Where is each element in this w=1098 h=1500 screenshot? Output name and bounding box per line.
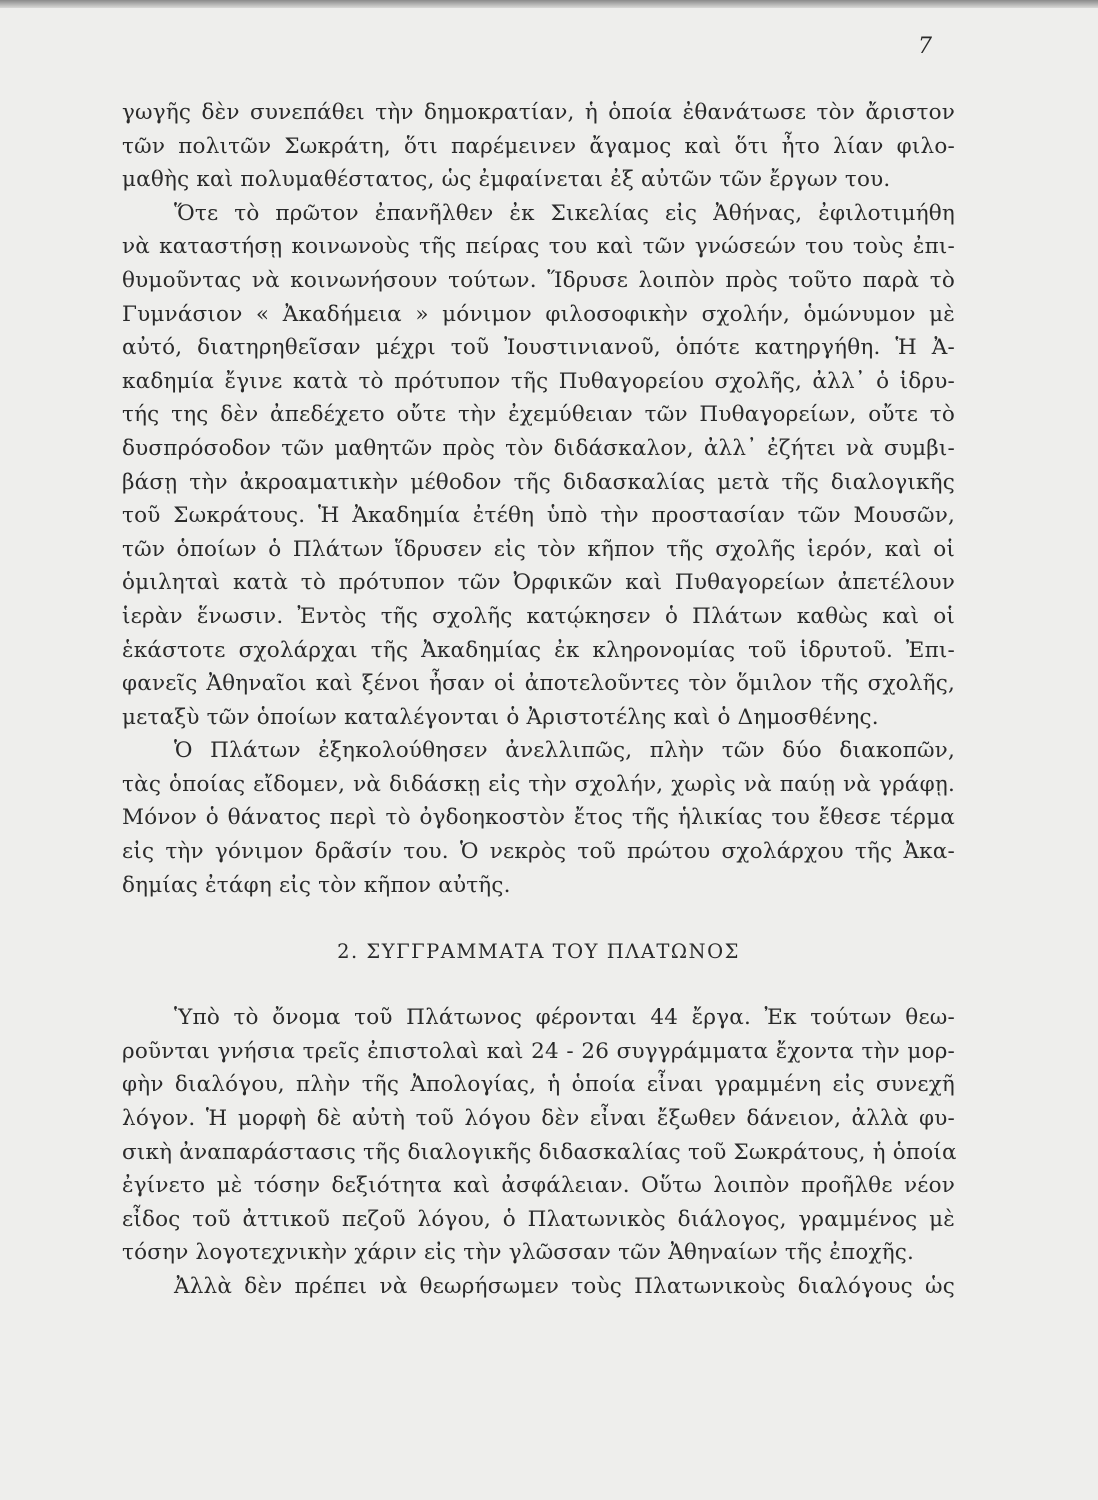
text-line: Ὅτε τὸ πρῶτον ἐπανῆλθεν ἐκ Σικελίας εἰς Ἀθήνας, ἐφιλοτιμήθη [174, 200, 955, 226]
text-line: Ὁ Πλάτων ἐξηκολούθησεν ἀνελλιπῶς, πλὴν τῶν δύο διακοπῶν, [174, 738, 955, 764]
text-line: ἑκάστοτε σχολάρχαι τῆς Ἀκαδημίας ἐκ κληρονομίας τοῦ ἱδρυτοῦ. Ἐπι- [122, 637, 955, 663]
text-line: τῶν ὁποίων ὁ Πλάτων ἵδρυσεν εἰς τὸν κῆπον τῆς σχολῆς ἱερόν, καὶ οἱ [122, 536, 955, 562]
text-line: σικὴ ἀναπαράστασις τῆς διαλογικῆς διδασκαλίας τοῦ Σωκράτους, ἡ ὁποία [122, 1139, 957, 1165]
text-line: αὐτό, διατηρηθεῖσαν μέχρι τοῦ Ἰουστινιανοῦ, ὁπότε κατηργήθη. Ἡ Ἀ- [122, 335, 955, 361]
text-line: ἐγίνετο μὲ τόσην δεξιότητα καὶ ἀσφάλειαν. Οὕτω λοιπὸν προῆλθε νέον [122, 1173, 955, 1199]
page-body [122, 96, 955, 1304]
text-line: Ὑπὸ τὸ ὄνομα τοῦ Πλάτωνος φέρονται 44 ἔργα. Ἐκ τούτων θεω- [174, 1005, 955, 1031]
text-line: δημίας ἐτάφη εἰς τὸν κῆπον αὐτῆς. [122, 872, 511, 898]
text-line: τῶν πολιτῶν Σωκράτη, ὅτι παρέμεινεν ἄγαμος καὶ ὅτι ἦτο λίαν φιλο- [122, 133, 955, 159]
paragraph-akademia [122, 96, 955, 902]
text-line: ροῦνται γνήσια τρεῖς ἐπιστολαὶ καὶ 24 - 26 συγγράμματα ἔχοντα τὴν μορ- [122, 1038, 955, 1064]
text-line: τής της δὲν ἀπεδέχετο οὔτε τὴν ἐχεμύθειαν τῶν Πυθαγορείων, οὔτε τὸ [122, 402, 955, 428]
text-line: μεταξὺ τῶν ὁποίων καταλέγονται ὁ Ἀριστοτέλης καὶ ὁ Δημοσθένης. [122, 704, 879, 730]
text-line: τοῦ Σωκράτους. Ἡ Ἀκαδημία ἐτέθη ὑπὸ τὴν προστασίαν τῶν Μουσῶν, [122, 503, 955, 529]
text-line: τὰς ὁποίας εἴδομεν, νὰ διδάσκῃ εἰς τὴν σχολήν, χωρὶς νὰ παύῃ νὰ γράφῃ. [122, 771, 955, 797]
text-line: Μόνον ὁ θάνατος περὶ τὸ ὀγδοηκοστὸν ἔτος τῆς ἡλικίας του ἔθεσε τέρμα [122, 805, 955, 831]
text-line: νὰ καταστήσῃ κοινωνοὺς τῆς πείρας του καὶ τῶν γνώσεών του τοὺς ἐπι- [122, 234, 955, 260]
text-line: λόγον. Ἡ μορφὴ δὲ αὐτὴ τοῦ λόγου δὲν εἶναι ἔξωθεν δάνειον, ἀλλὰ φυ- [122, 1106, 955, 1132]
text-line: βάσῃ τὴν ἀκροαματικὴν μέθοδον τῆς διδασκαλίας μετὰ τῆς διαλογικῆς [122, 469, 955, 495]
text-line: Γυμνάσιον « Ἀκαδήμεια » μόνιμον φιλοσοφικὴν σχολήν, ὁμώνυμον μὲ [122, 301, 955, 327]
text-line: εἰς τὴν γόνιμον δρᾶσίν του. Ὁ νεκρὸς τοῦ πρώτου σχολάρχου τῆς Ἀκα- [122, 839, 955, 865]
text-line: φὴν διαλόγου, πλὴν τῆς Ἀπολογίας, ἡ ὁποία εἶναι γραμμένη εἰς συνεχῆ [122, 1072, 955, 1098]
section-heading: 2. ΣΥΓΓΡΑΜΜΑΤΑ ΤΟΥ ΠΛΑΤΩΝΟΣ [337, 940, 740, 964]
scan-top-edge [0, 0, 1098, 8]
text-line: γωγῆς δὲν συνεπάθει τὴν δημοκρατίαν, ἡ ὁποία ἐθανάτωσε τὸν ἄριστον [122, 100, 955, 125]
text-line: τόσην λογοτεχνικὴν χάριν εἰς τὴν γλῶσσαν τῶν Ἀθηναίων τῆς ἐποχῆς. [122, 1240, 915, 1266]
paragraph-writings [122, 1001, 955, 1303]
text-line: εἶδος τοῦ ἀττικοῦ πεζοῦ λόγου, ὁ Πλατωνικὸς διάλογος, γραμμένος μὲ [122, 1206, 955, 1232]
text-line: Ἀλλὰ δὲν πρέπει νὰ θεωρήσωμεν τοὺς Πλατωνικοὺς διαλόγους ὡς [174, 1274, 955, 1299]
text-line: θυμοῦντας νὰ κοινωνήσουν τούτων. Ἵδρυσε λοιπὸν πρὸς τοῦτο παρὰ τὸ [122, 267, 955, 293]
text-line: μαθὴς καὶ πολυμαθέστατος, ὡς ἐμφαίνεται ἐξ αὐτῶν τῶν ἔργων του. [122, 167, 891, 193]
text-line: φανεῖς Ἀθηναῖοι καὶ ξένοι ἦσαν οἱ ἀποτελοῦντες τὸν ὅμιλον τῆς σχολῆς, [122, 671, 955, 697]
page-number: 7 [918, 34, 932, 59]
text-line: δυσπρόσοδον τῶν μαθητῶν πρὸς τὸν διδάσκαλον, ἀλλ᾽ ἐζήτει νὰ συμβι- [122, 435, 955, 461]
text-line: καδημία ἔγινε κατὰ τὸ πρότυπον τῆς Πυθαγορείου σχολῆς, ἀλλ᾽ ὁ ἱδρυ- [122, 368, 955, 394]
text-line: ἱερὰν ἕνωσιν. Ἐντὸς τῆς σχολῆς κατῴκησεν ὁ Πλάτων καθὼς καὶ οἱ [122, 603, 955, 629]
text-line: ὁμιληταὶ κατὰ τὸ πρότυπον τῶν Ὀρφικῶν καὶ Πυθαγορείων ἀπετέλουν [122, 570, 955, 596]
